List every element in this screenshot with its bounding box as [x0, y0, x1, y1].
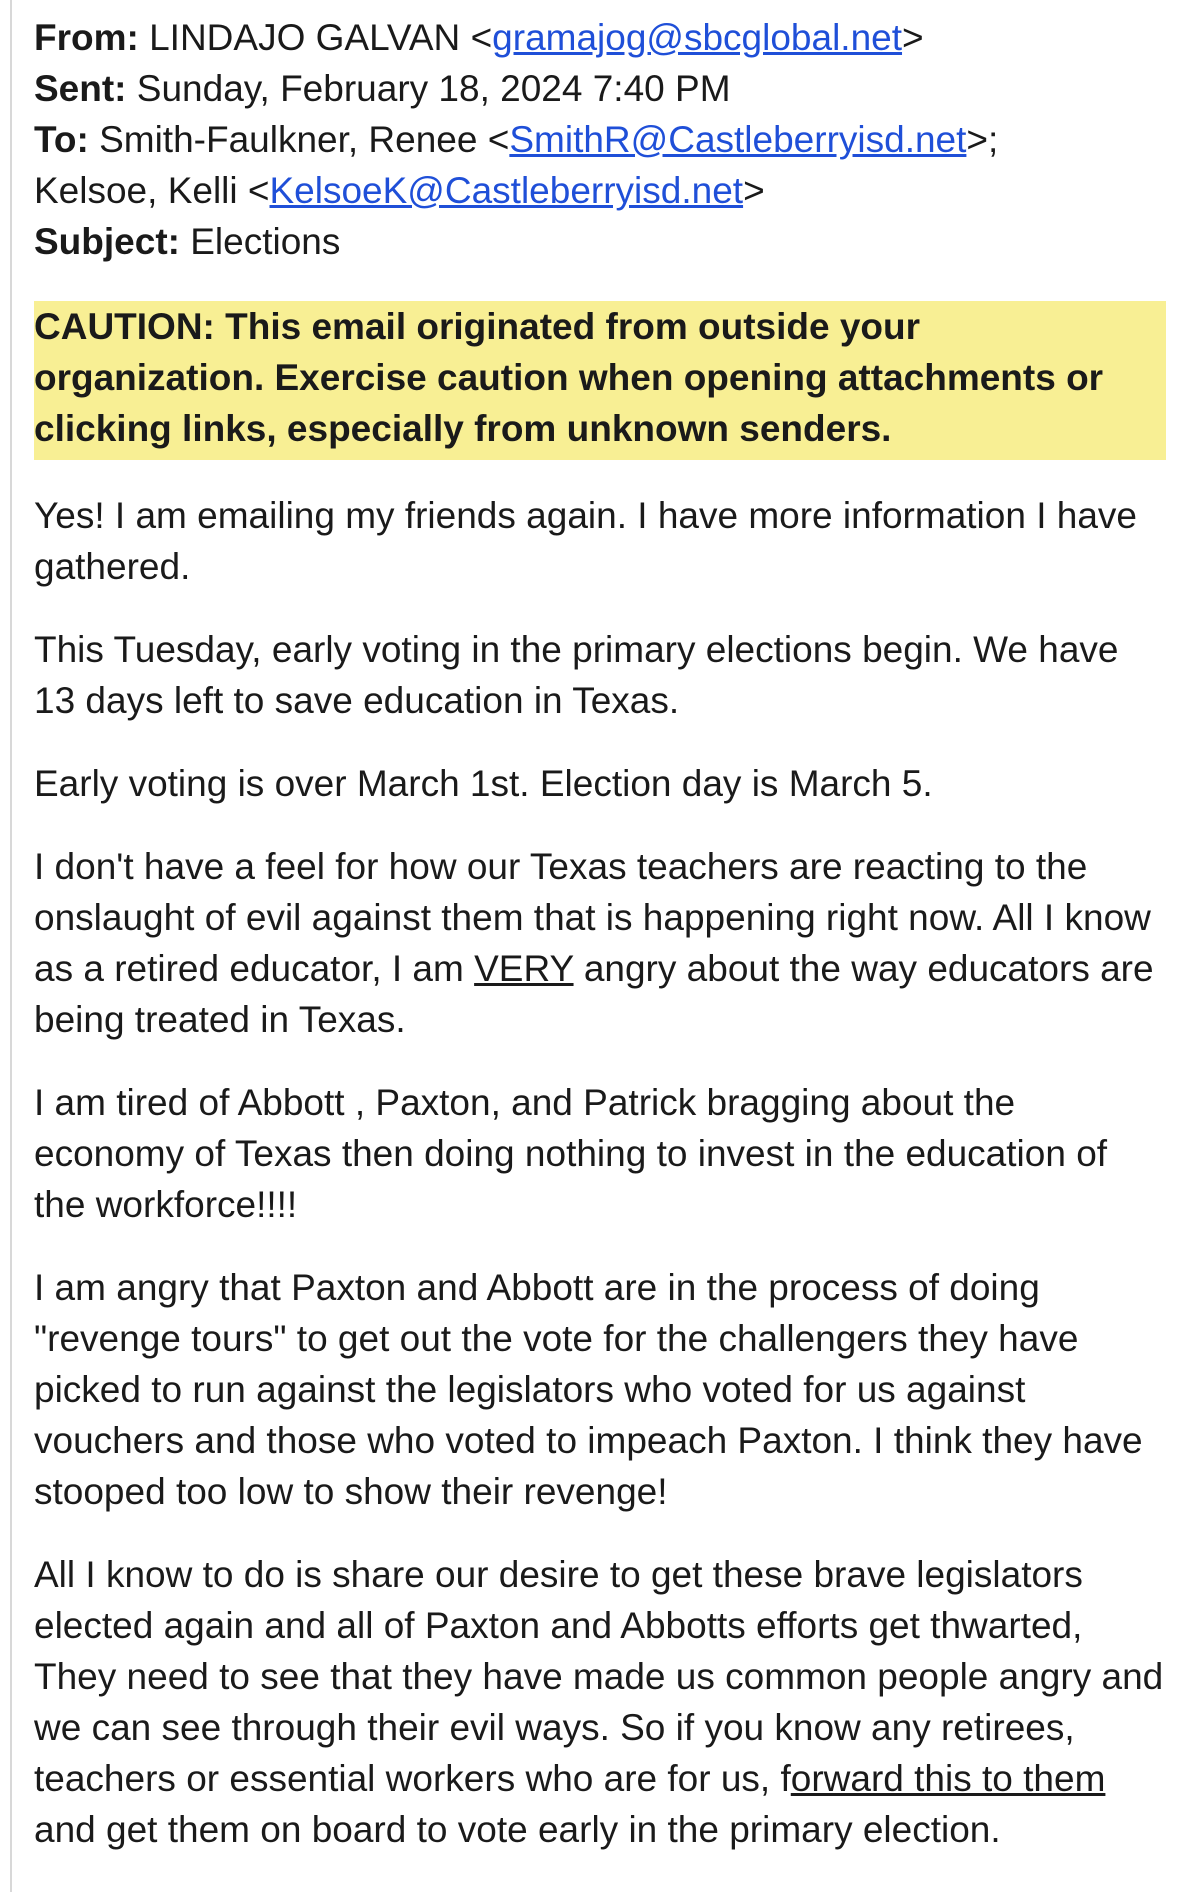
sent-value: Sunday, February 18, 2024 7:40 PM [136, 68, 731, 109]
from-line [34, 12, 1164, 63]
to-line-2 [34, 165, 1164, 216]
quote-rule [10, 0, 12, 1892]
to-label: To: [34, 119, 89, 160]
emphasis-very: VERY [474, 948, 574, 989]
body-paragraph-3: Early voting is over March 1st. Election day is March 5. [34, 763, 933, 804]
to-bracket-open-2: < [247, 170, 270, 211]
body-paragraph-4-text-a: I don't have a feel for how our Texas teachers are reacting to the onslaught of evil against them that is happening right now. All I know as a retired educator, I am [34, 846, 1151, 989]
email-view [34, 12, 1164, 1855]
from-label: From: [34, 17, 139, 58]
body-paragraph-7-text-c: and get them on board to vote early in the primary election. [34, 1809, 1001, 1850]
body-paragraph-5: I am tired of Abbott , Paxton, and Patrick bragging about the economy of Texas then doing nothing to invest in the education of the workforce!!!! [34, 1082, 1108, 1225]
to-bracket-close-2: > [743, 170, 765, 211]
to-bracket-close-1: >; [966, 119, 999, 160]
from-bracket-open: < [470, 17, 493, 58]
to-email-link-1[interactable]: SmithR@Castleberryisd.net [509, 119, 967, 160]
body-paragraph-7-text-a: All I know to do is share our desire to get these brave legislators elected again and all of Paxton and Abbotts efforts get thwarted, They need to see that they have made us common people angry and we can see through their evil ways. So if you know any retirees, teachers or essential workers who are for us, f [34, 1554, 1164, 1799]
from-email-link[interactable]: gramajog@sbcglobal.net [492, 17, 903, 58]
body-paragraph-4 [34, 841, 1164, 1045]
body-paragraph-7 [34, 1549, 1164, 1855]
to-line [34, 114, 1164, 165]
to-name-1: Smith-Faulkner, Renee [99, 119, 478, 160]
body-paragraph-4-text-c: angry about the way educators are being treated in Texas. [34, 948, 1154, 1040]
subject-value: Elections [190, 221, 341, 262]
to-name-2: Kelsoe, Kelli [34, 170, 238, 211]
body-paragraph-1: Yes! I am emailing my friends again. I have more information I have gathered. [34, 495, 1138, 587]
body-paragraph-2: This Tuesday, early voting in the primary elections begin. We have 13 days left to save education in Texas. [34, 629, 1119, 721]
subject-line [34, 216, 1164, 267]
external-caution-banner: CAUTION: This email originated from outside your organization. Exercise caution when opening attachments or clicking links, especially from unknown senders. [34, 301, 1166, 460]
from-name: LINDAJO GALVAN [149, 17, 461, 58]
sent-label: Sent: [34, 68, 127, 109]
forward-underlined-text: orward this to them [790, 1758, 1106, 1799]
sent-line [34, 63, 1164, 114]
from-bracket-close: > [902, 17, 924, 58]
subject-label: Subject: [34, 221, 180, 262]
body-paragraph-6: I am angry that Paxton and Abbott are in the process of doing "revenge tours" to get out the vote for the challengers they have picked to run against the legislators who voted for us against vouchers and those who voted to impeach Paxton. I think they have stooped too low to show their revenge! [34, 1267, 1143, 1512]
to-email-link-2[interactable]: KelsoeK@Castleberryisd.net [269, 170, 744, 211]
to-bracket-open-1: < [487, 119, 510, 160]
